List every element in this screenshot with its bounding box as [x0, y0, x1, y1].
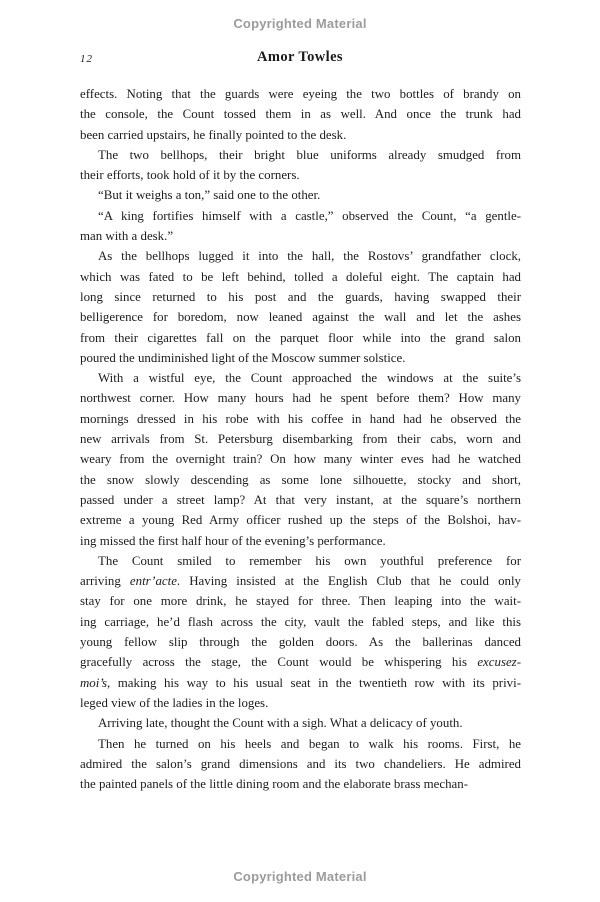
body-text: [80, 84, 521, 794]
text-line: from their cigarettes fall on the parquet floor while into the grand salon: [80, 330, 521, 345]
paragraph: [80, 713, 521, 733]
text-line: With a wistful eye, the Count approached the windows at the suite’s: [98, 371, 521, 386]
paragraph: [80, 84, 521, 145]
text-line: new arrivals from St. Petersburg disembarking from their cabs, worn and: [80, 432, 521, 447]
text-line: “A king fortifies himself with a castle,” observed the Count, “a gentle-: [98, 208, 521, 223]
text-line: weary from the overnight train? On how many winter eves had he watched: [80, 452, 521, 467]
text-line: leged view of the ladies in the loges.: [80, 695, 269, 710]
text-line: the console, the Count tossed them in as well. And once the trunk had: [80, 107, 521, 122]
paragraph: [80, 206, 521, 247]
text-line: poured the undiminished light of the Moscow summer solstice.: [80, 350, 406, 365]
paragraph: [80, 185, 521, 205]
text-line: As the bellhops lugged it into the hall, the Rostovs’ grandfather clock,: [98, 249, 521, 264]
text-line: mornings dressed in his robe with his coffee in hand had he observed the: [80, 411, 521, 426]
copyright-banner-bottom: Copyrighted Material: [233, 869, 367, 884]
text-line: young fellow slip through the golden doors. As the ballerinas danced: [80, 635, 521, 650]
text-line: arriving entr’acte. Having insisted at the English Club that he could only: [80, 574, 521, 589]
text-line: been carried upstairs, he finally pointed to the desk.: [80, 127, 347, 142]
text-line: gracefully across the stage, the Count would be whispering his excusez-: [80, 655, 521, 670]
text-line: stay for one more drink, he stayed for three. Then leaping into the wait-: [80, 594, 521, 609]
text-line: effects. Noting that the guards were eyeing the two bottles of brandy on: [80, 87, 521, 101]
text-line: moi’s, making his way to his usual seat in the twentieth row with its privi-: [80, 675, 521, 690]
text-line: man with a desk.”: [80, 229, 174, 244]
text-line: belligerence for boredom, now leaned against the wall and let the ashes: [80, 310, 521, 325]
paragraph: [80, 145, 521, 186]
text-line: ing carriage, he’d flash across the city, vault the fabled steps, and like this: [80, 614, 521, 629]
text-line: passed under a street lamp? At that very instant, at the square’s northern: [80, 492, 521, 507]
text-line: which was fated to be left behind, tolled a doleful eight. The captain had: [80, 269, 521, 284]
paragraph: [80, 551, 521, 713]
text-line: admired the salon’s grand dimensions and its two chandeliers. He admired: [80, 756, 521, 771]
text-line: The two bellhops, their bright blue uniforms already smudged from: [98, 147, 521, 162]
text-line: Then he turned on his heels and began to walk his rooms. First, he: [98, 736, 521, 751]
text-line: northwest corner. How many hours had he spent before them? How many: [80, 391, 521, 406]
text-line: long since returned to his post and the guards, having swapped their: [80, 289, 521, 304]
paragraph: [80, 368, 521, 551]
text-line: “But it weighs a ton,” said one to the other.: [98, 188, 321, 203]
copyright-banner-top: Copyrighted Material: [233, 16, 367, 31]
running-header: Amor Towles: [257, 49, 343, 65]
paragraph: [80, 246, 521, 368]
page-number: 12: [80, 53, 93, 65]
text-line: Arriving late, thought the Count with a sigh. What a delicacy of youth.: [98, 716, 463, 731]
text-line: the painted panels of the little dining room and the elaborate brass mechan-: [80, 777, 469, 792]
text-line: extreme a young Red Army officer rushed up the steps of the Bolshoi, hav-: [80, 513, 521, 528]
paragraph: [80, 734, 521, 795]
text-line: their efforts, took hold of it by the corners.: [80, 168, 300, 183]
text-line: the snow slowly descending as some lone silhouette, stocky and short,: [80, 472, 521, 487]
text-line: The Count smiled to remember his own youthful preference for: [98, 553, 521, 568]
text-line: ing missed the first half hour of the evening’s performance.: [80, 533, 386, 548]
